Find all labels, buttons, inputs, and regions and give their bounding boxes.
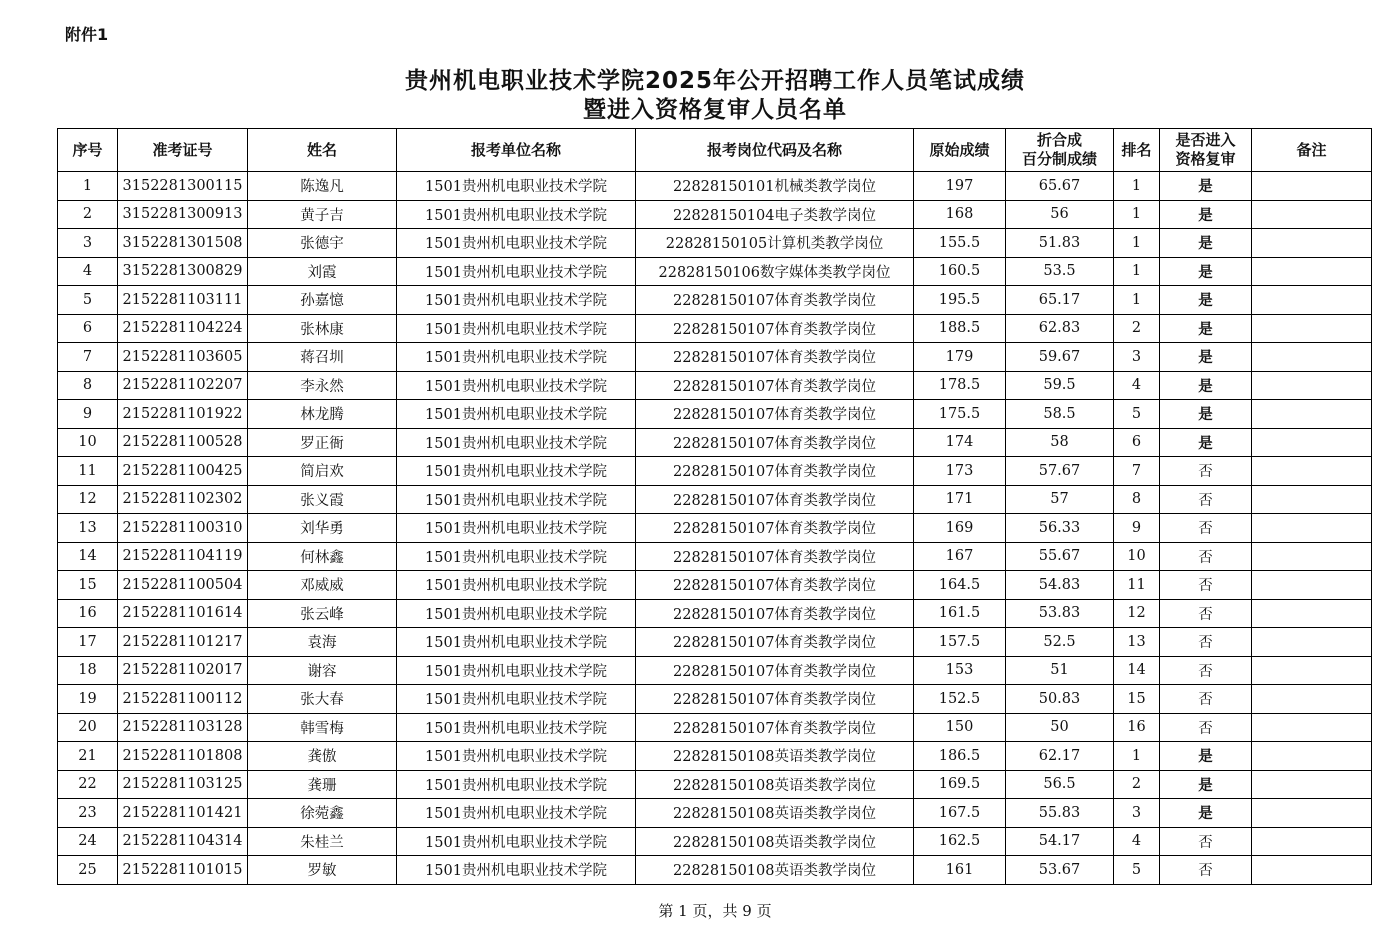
cell-exam-id: 2152281101015 <box>118 856 248 885</box>
cell-name: 龚傲 <box>248 742 397 771</box>
cell-review: 否 <box>1160 514 1252 543</box>
cell-percent-score: 56.5 <box>1006 770 1114 799</box>
cell-name: 张德宇 <box>248 229 397 258</box>
cell-exam-id: 2152281101421 <box>118 799 248 828</box>
table-row <box>58 628 1372 657</box>
cell-percent-score: 52.5 <box>1006 628 1114 657</box>
cell-unit: 1501贵州机电职业技术学院 <box>397 371 636 400</box>
cell-post: 22828150108英语类教学岗位 <box>636 742 914 771</box>
cell-raw-score: 161.5 <box>914 599 1006 628</box>
cell-review: 否 <box>1160 656 1252 685</box>
cell-review: 否 <box>1160 685 1252 714</box>
cell-post: 22828150105计算机类教学岗位 <box>636 229 914 258</box>
cell-seq: 5 <box>58 286 118 315</box>
table-row <box>58 200 1372 229</box>
cell-rank: 1 <box>1114 286 1160 315</box>
cell-seq: 1 <box>58 172 118 201</box>
cell-percent-score: 59.5 <box>1006 371 1114 400</box>
cell-raw-score: 186.5 <box>914 742 1006 771</box>
cell-review: 是 <box>1160 742 1252 771</box>
cell-post: 22828150107体育类教学岗位 <box>636 371 914 400</box>
cell-remarks <box>1252 400 1372 429</box>
cell-remarks <box>1252 314 1372 343</box>
cell-seq: 20 <box>58 713 118 742</box>
cell-percent-score: 50.83 <box>1006 685 1114 714</box>
cell-review: 是 <box>1160 343 1252 372</box>
cell-remarks <box>1252 713 1372 742</box>
cell-percent-score: 58 <box>1006 428 1114 457</box>
cell-review: 否 <box>1160 628 1252 657</box>
col-header-post: 报考岗位代码及名称 <box>636 129 914 172</box>
cell-review: 是 <box>1160 400 1252 429</box>
table-row <box>58 514 1372 543</box>
col-header-raw-score: 原始成绩 <box>914 129 1006 172</box>
cell-seq: 21 <box>58 742 118 771</box>
cell-remarks <box>1252 799 1372 828</box>
cell-name: 蒋召圳 <box>248 343 397 372</box>
cell-post: 22828150107体育类教学岗位 <box>636 485 914 514</box>
cell-review: 是 <box>1160 257 1252 286</box>
cell-name: 张义霞 <box>248 485 397 514</box>
cell-post: 22828150107体育类教学岗位 <box>636 599 914 628</box>
cell-review: 是 <box>1160 286 1252 315</box>
cell-seq: 22 <box>58 770 118 799</box>
cell-remarks <box>1252 770 1372 799</box>
cell-rank: 1 <box>1114 172 1160 201</box>
cell-raw-score: 168 <box>914 200 1006 229</box>
cell-seq: 25 <box>58 856 118 885</box>
cell-exam-id: 3152281301508 <box>118 229 248 258</box>
cell-raw-score: 195.5 <box>914 286 1006 315</box>
cell-raw-score: 169.5 <box>914 770 1006 799</box>
cell-seq: 17 <box>58 628 118 657</box>
cell-name: 简启欢 <box>248 457 397 486</box>
cell-rank: 2 <box>1114 770 1160 799</box>
cell-name: 罗正衙 <box>248 428 397 457</box>
cell-post: 22828150108英语类教学岗位 <box>636 770 914 799</box>
cell-post: 22828150106数字媒体类教学岗位 <box>636 257 914 286</box>
cell-percent-score: 55.67 <box>1006 542 1114 571</box>
cell-percent-score: 55.83 <box>1006 799 1114 828</box>
cell-raw-score: 167.5 <box>914 799 1006 828</box>
cell-name: 何林鑫 <box>248 542 397 571</box>
cell-unit: 1501贵州机电职业技术学院 <box>397 200 636 229</box>
cell-unit: 1501贵州机电职业技术学院 <box>397 742 636 771</box>
cell-review: 否 <box>1160 542 1252 571</box>
cell-remarks <box>1252 742 1372 771</box>
cell-unit: 1501贵州机电职业技术学院 <box>397 257 636 286</box>
cell-rank: 15 <box>1114 685 1160 714</box>
cell-post: 22828150107体育类教学岗位 <box>636 628 914 657</box>
table-row <box>58 400 1372 429</box>
cell-post: 22828150107体育类教学岗位 <box>636 286 914 315</box>
table-row <box>58 457 1372 486</box>
cell-seq: 6 <box>58 314 118 343</box>
cell-seq: 24 <box>58 827 118 856</box>
cell-unit: 1501贵州机电职业技术学院 <box>397 400 636 429</box>
col-header-remarks: 备注 <box>1252 129 1372 172</box>
attachment-label: 附件1 <box>65 25 109 44</box>
cell-remarks <box>1252 229 1372 258</box>
document-title: 贵州机电职业技术学院2025年公开招聘工作人员笔试成绩 <box>404 68 1025 94</box>
cell-unit: 1501贵州机电职业技术学院 <box>397 514 636 543</box>
cell-percent-score: 51 <box>1006 656 1114 685</box>
cell-unit: 1501贵州机电职业技术学院 <box>397 428 636 457</box>
cell-name: 韩雪梅 <box>248 713 397 742</box>
cell-exam-id: 2152281103128 <box>118 713 248 742</box>
cell-exam-id: 2152281102017 <box>118 656 248 685</box>
cell-percent-score: 65.17 <box>1006 286 1114 315</box>
table-row <box>58 770 1372 799</box>
cell-raw-score: 175.5 <box>914 400 1006 429</box>
table-row <box>58 656 1372 685</box>
table-row <box>58 827 1372 856</box>
cell-unit: 1501贵州机电职业技术学院 <box>397 656 636 685</box>
cell-seq: 9 <box>58 400 118 429</box>
col-header-exam-id: 准考证号 <box>118 129 248 172</box>
cell-post: 22828150107体育类教学岗位 <box>636 571 914 600</box>
cell-seq: 19 <box>58 685 118 714</box>
cell-unit: 1501贵州机电职业技术学院 <box>397 770 636 799</box>
cell-percent-score: 53.67 <box>1006 856 1114 885</box>
table-row <box>58 742 1372 771</box>
cell-review: 是 <box>1160 172 1252 201</box>
cell-rank: 1 <box>1114 257 1160 286</box>
cell-percent-score: 53.5 <box>1006 257 1114 286</box>
cell-exam-id: 2152281104119 <box>118 542 248 571</box>
cell-unit: 1501贵州机电职业技术学院 <box>397 713 636 742</box>
results-table <box>57 128 1372 885</box>
cell-raw-score: 155.5 <box>914 229 1006 258</box>
table-row <box>58 485 1372 514</box>
table-row <box>58 428 1372 457</box>
cell-name: 李永然 <box>248 371 397 400</box>
table-row <box>58 713 1372 742</box>
cell-unit: 1501贵州机电职业技术学院 <box>397 485 636 514</box>
cell-review: 是 <box>1160 799 1252 828</box>
cell-name: 邓威威 <box>248 571 397 600</box>
cell-name: 罗敏 <box>248 856 397 885</box>
table-row <box>58 542 1372 571</box>
cell-review: 否 <box>1160 856 1252 885</box>
cell-raw-score: 167 <box>914 542 1006 571</box>
cell-rank: 6 <box>1114 428 1160 457</box>
cell-post: 22828150107体育类教学岗位 <box>636 713 914 742</box>
cell-raw-score: 188.5 <box>914 314 1006 343</box>
cell-raw-score: 150 <box>914 713 1006 742</box>
cell-percent-score: 62.83 <box>1006 314 1114 343</box>
table-row <box>58 286 1372 315</box>
cell-rank: 8 <box>1114 485 1160 514</box>
cell-name: 袁海 <box>248 628 397 657</box>
cell-remarks <box>1252 685 1372 714</box>
table-row <box>58 314 1372 343</box>
cell-remarks <box>1252 656 1372 685</box>
cell-percent-score: 54.17 <box>1006 827 1114 856</box>
cell-raw-score: 153 <box>914 656 1006 685</box>
table-row <box>58 799 1372 828</box>
cell-name: 谢容 <box>248 656 397 685</box>
cell-exam-id: 2152281100112 <box>118 685 248 714</box>
cell-percent-score: 51.83 <box>1006 229 1114 258</box>
table-row <box>58 599 1372 628</box>
cell-post: 22828150107体育类教学岗位 <box>636 514 914 543</box>
cell-seq: 23 <box>58 799 118 828</box>
cell-raw-score: 169 <box>914 514 1006 543</box>
cell-rank: 1 <box>1114 742 1160 771</box>
cell-seq: 11 <box>58 457 118 486</box>
cell-seq: 13 <box>58 514 118 543</box>
cell-remarks <box>1252 200 1372 229</box>
cell-raw-score: 174 <box>914 428 1006 457</box>
cell-exam-id: 2152281100504 <box>118 571 248 600</box>
cell-review: 否 <box>1160 827 1252 856</box>
cell-unit: 1501贵州机电职业技术学院 <box>397 314 636 343</box>
col-header-name: 姓名 <box>248 129 397 172</box>
cell-rank: 4 <box>1114 827 1160 856</box>
cell-review: 是 <box>1160 229 1252 258</box>
cell-exam-id: 2152281103111 <box>118 286 248 315</box>
cell-remarks <box>1252 485 1372 514</box>
cell-percent-score: 57 <box>1006 485 1114 514</box>
cell-raw-score: 197 <box>914 172 1006 201</box>
cell-remarks <box>1252 257 1372 286</box>
cell-review: 否 <box>1160 599 1252 628</box>
cell-unit: 1501贵州机电职业技术学院 <box>397 457 636 486</box>
cell-seq: 8 <box>58 371 118 400</box>
cell-raw-score: 164.5 <box>914 571 1006 600</box>
cell-percent-score: 65.67 <box>1006 172 1114 201</box>
cell-raw-score: 160.5 <box>914 257 1006 286</box>
cell-seq: 7 <box>58 343 118 372</box>
cell-raw-score: 171 <box>914 485 1006 514</box>
cell-rank: 4 <box>1114 371 1160 400</box>
page-footer: 第 1 页，共 9 页 <box>658 902 772 920</box>
cell-post: 22828150107体育类教学岗位 <box>636 542 914 571</box>
cell-unit: 1501贵州机电职业技术学院 <box>397 599 636 628</box>
cell-exam-id: 3152281300829 <box>118 257 248 286</box>
cell-name: 刘霞 <box>248 257 397 286</box>
cell-unit: 1501贵州机电职业技术学院 <box>397 343 636 372</box>
cell-review: 否 <box>1160 485 1252 514</box>
cell-percent-score: 53.83 <box>1006 599 1114 628</box>
cell-rank: 11 <box>1114 571 1160 600</box>
table-row <box>58 343 1372 372</box>
cell-rank: 5 <box>1114 856 1160 885</box>
cell-name: 刘华勇 <box>248 514 397 543</box>
cell-unit: 1501贵州机电职业技术学院 <box>397 628 636 657</box>
cell-remarks <box>1252 599 1372 628</box>
cell-rank: 3 <box>1114 799 1160 828</box>
cell-seq: 18 <box>58 656 118 685</box>
document-subtitle: 暨进入资格复审人员名单 <box>583 97 847 123</box>
cell-exam-id: 2152281100528 <box>118 428 248 457</box>
cell-remarks <box>1252 457 1372 486</box>
cell-raw-score: 157.5 <box>914 628 1006 657</box>
cell-name: 孙嘉憶 <box>248 286 397 315</box>
cell-exam-id: 2152281104224 <box>118 314 248 343</box>
cell-raw-score: 173 <box>914 457 1006 486</box>
cell-rank: 3 <box>1114 343 1160 372</box>
cell-rank: 16 <box>1114 713 1160 742</box>
cell-remarks <box>1252 542 1372 571</box>
cell-exam-id: 3152281300115 <box>118 172 248 201</box>
cell-seq: 10 <box>58 428 118 457</box>
cell-exam-id: 2152281104314 <box>118 827 248 856</box>
cell-post: 22828150107体育类教学岗位 <box>636 428 914 457</box>
col-header-unit: 报考单位名称 <box>397 129 636 172</box>
cell-percent-score: 59.67 <box>1006 343 1114 372</box>
cell-post: 22828150107体育类教学岗位 <box>636 343 914 372</box>
cell-remarks <box>1252 514 1372 543</box>
cell-unit: 1501贵州机电职业技术学院 <box>397 172 636 201</box>
table-row <box>58 257 1372 286</box>
cell-percent-score: 62.17 <box>1006 742 1114 771</box>
cell-name: 徐菀鑫 <box>248 799 397 828</box>
cell-seq: 14 <box>58 542 118 571</box>
cell-rank: 13 <box>1114 628 1160 657</box>
cell-rank: 14 <box>1114 656 1160 685</box>
cell-seq: 4 <box>58 257 118 286</box>
cell-exam-id: 2152281100425 <box>118 457 248 486</box>
cell-seq: 12 <box>58 485 118 514</box>
cell-name: 张大春 <box>248 685 397 714</box>
table-row <box>58 172 1372 201</box>
cell-remarks <box>1252 286 1372 315</box>
cell-review: 是 <box>1160 770 1252 799</box>
table-row <box>58 229 1372 258</box>
cell-review: 是 <box>1160 200 1252 229</box>
cell-remarks <box>1252 571 1372 600</box>
cell-percent-score: 58.5 <box>1006 400 1114 429</box>
cell-remarks <box>1252 371 1372 400</box>
table-row <box>58 856 1372 885</box>
cell-review: 否 <box>1160 713 1252 742</box>
cell-name: 张林康 <box>248 314 397 343</box>
cell-rank: 1 <box>1114 200 1160 229</box>
cell-exam-id: 2152281102207 <box>118 371 248 400</box>
cell-raw-score: 152.5 <box>914 685 1006 714</box>
cell-name: 朱桂兰 <box>248 827 397 856</box>
cell-remarks <box>1252 628 1372 657</box>
col-header-rank: 排名 <box>1114 129 1160 172</box>
table-row <box>58 371 1372 400</box>
cell-exam-id: 2152281102302 <box>118 485 248 514</box>
cell-exam-id: 2152281101217 <box>118 628 248 657</box>
cell-post: 22828150104电子类教学岗位 <box>636 200 914 229</box>
col-header-review: 是否进入 资格复审 <box>1160 129 1252 172</box>
cell-rank: 9 <box>1114 514 1160 543</box>
cell-seq: 15 <box>58 571 118 600</box>
cell-name: 龚珊 <box>248 770 397 799</box>
cell-remarks <box>1252 827 1372 856</box>
cell-exam-id: 2152281100310 <box>118 514 248 543</box>
cell-percent-score: 56 <box>1006 200 1114 229</box>
cell-percent-score: 56.33 <box>1006 514 1114 543</box>
cell-post: 22828150107体育类教学岗位 <box>636 656 914 685</box>
cell-review: 是 <box>1160 371 1252 400</box>
cell-seq: 3 <box>58 229 118 258</box>
cell-rank: 2 <box>1114 314 1160 343</box>
cell-remarks <box>1252 856 1372 885</box>
cell-exam-id: 2152281101808 <box>118 742 248 771</box>
cell-remarks <box>1252 172 1372 201</box>
cell-rank: 12 <box>1114 599 1160 628</box>
cell-review: 否 <box>1160 571 1252 600</box>
cell-unit: 1501贵州机电职业技术学院 <box>397 685 636 714</box>
cell-exam-id: 2152281101614 <box>118 599 248 628</box>
cell-post: 22828150107体育类教学岗位 <box>636 314 914 343</box>
cell-name: 张云峰 <box>248 599 397 628</box>
cell-exam-id: 3152281300913 <box>118 200 248 229</box>
cell-unit: 1501贵州机电职业技术学院 <box>397 286 636 315</box>
cell-remarks <box>1252 343 1372 372</box>
cell-percent-score: 54.83 <box>1006 571 1114 600</box>
cell-percent-score: 50 <box>1006 713 1114 742</box>
cell-post: 22828150108英语类教学岗位 <box>636 856 914 885</box>
cell-post: 22828150107体育类教学岗位 <box>636 457 914 486</box>
cell-raw-score: 161 <box>914 856 1006 885</box>
cell-exam-id: 2152281103605 <box>118 343 248 372</box>
cell-rank: 7 <box>1114 457 1160 486</box>
cell-review: 是 <box>1160 314 1252 343</box>
cell-unit: 1501贵州机电职业技术学院 <box>397 799 636 828</box>
cell-review: 否 <box>1160 457 1252 486</box>
cell-raw-score: 162.5 <box>914 827 1006 856</box>
cell-post: 22828150108英语类教学岗位 <box>636 799 914 828</box>
cell-post: 22828150108英语类教学岗位 <box>636 827 914 856</box>
cell-post: 22828150107体育类教学岗位 <box>636 685 914 714</box>
cell-rank: 10 <box>1114 542 1160 571</box>
cell-name: 林龙腾 <box>248 400 397 429</box>
cell-exam-id: 2152281103125 <box>118 770 248 799</box>
col-header-seq: 序号 <box>58 129 118 172</box>
cell-unit: 1501贵州机电职业技术学院 <box>397 229 636 258</box>
cell-post: 22828150107体育类教学岗位 <box>636 400 914 429</box>
cell-unit: 1501贵州机电职业技术学院 <box>397 542 636 571</box>
cell-raw-score: 179 <box>914 343 1006 372</box>
table-row <box>58 685 1372 714</box>
cell-rank: 1 <box>1114 229 1160 258</box>
cell-post: 22828150101机械类教学岗位 <box>636 172 914 201</box>
header-row <box>58 129 1372 172</box>
table-row <box>58 571 1372 600</box>
cell-unit: 1501贵州机电职业技术学院 <box>397 571 636 600</box>
cell-unit: 1501贵州机电职业技术学院 <box>397 856 636 885</box>
cell-exam-id: 2152281101922 <box>118 400 248 429</box>
cell-name: 黄子吉 <box>248 200 397 229</box>
cell-name: 陈逸凡 <box>248 172 397 201</box>
cell-percent-score: 57.67 <box>1006 457 1114 486</box>
col-header-percent-score: 折合成 百分制成绩 <box>1006 129 1114 172</box>
cell-remarks <box>1252 428 1372 457</box>
cell-review: 是 <box>1160 428 1252 457</box>
cell-raw-score: 178.5 <box>914 371 1006 400</box>
cell-seq: 16 <box>58 599 118 628</box>
cell-rank: 5 <box>1114 400 1160 429</box>
cell-unit: 1501贵州机电职业技术学院 <box>397 827 636 856</box>
cell-seq: 2 <box>58 200 118 229</box>
